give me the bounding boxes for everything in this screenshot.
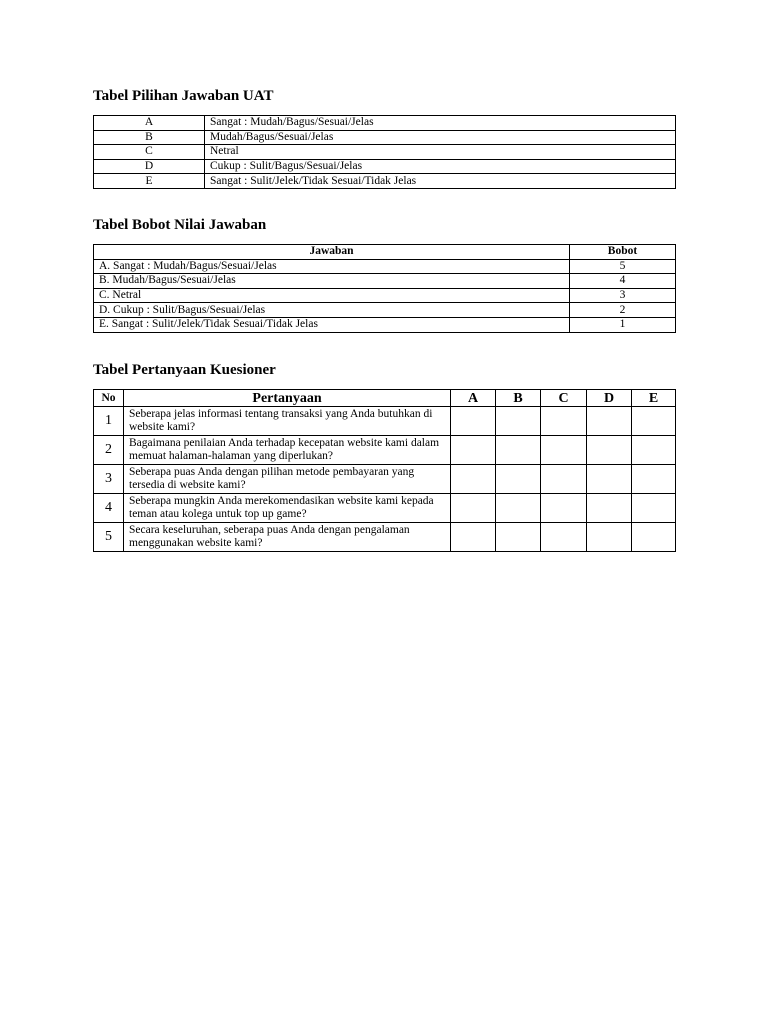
answer-b-cell[interactable] <box>496 436 541 465</box>
answer-a-cell[interactable] <box>451 407 496 436</box>
answer-cell: A. Sangat : Mudah/Bagus/Sesuai/Jelas <box>94 259 570 274</box>
answer-cell: C. Netral <box>94 288 570 303</box>
uat-options-table <box>93 115 676 189</box>
answer-a-cell[interactable] <box>451 436 496 465</box>
table-row <box>94 288 676 303</box>
answer-e-cell[interactable] <box>632 436 676 465</box>
question-column-header: Pertanyaan <box>124 390 451 407</box>
answer-d-cell[interactable] <box>587 436 632 465</box>
answer-a-cell[interactable] <box>451 494 496 523</box>
table-row <box>94 407 676 436</box>
answer-b-cell[interactable] <box>496 494 541 523</box>
option-key: E <box>94 174 205 189</box>
option-text: Cukup : Sulit/Bagus/Sesuai/Jelas <box>205 159 676 174</box>
table-row <box>94 303 676 318</box>
answer-c-cell[interactable] <box>541 494 587 523</box>
no-column-header: No <box>94 390 124 407</box>
weight-cell: 4 <box>570 274 676 289</box>
table-header-row <box>94 390 676 407</box>
answer-c-cell[interactable] <box>541 523 587 552</box>
answer-e-cell[interactable] <box>632 465 676 494</box>
uat-options-title: Tabel Pilihan Jawaban UAT <box>93 88 274 104</box>
answer-cell: D. Cukup : Sulit/Bagus/Sesuai/Jelas <box>94 303 570 318</box>
answer-b-cell[interactable] <box>496 465 541 494</box>
option-b-column-header: B <box>496 390 541 407</box>
table-row <box>94 274 676 289</box>
questionnaire-title: Tabel Pertanyaan Kuesioner <box>93 362 276 378</box>
option-key: C <box>94 145 205 160</box>
table-row <box>94 436 676 465</box>
answer-cell: B. Mudah/Bagus/Sesuai/Jelas <box>94 274 570 289</box>
answer-e-cell[interactable] <box>632 494 676 523</box>
weight-cell: 3 <box>570 288 676 303</box>
question-text: Seberapa mungkin Anda merekomendasikan website kami kepada teman atau kolega untuk top up game? <box>124 494 451 523</box>
question-number: 4 <box>94 494 124 523</box>
answer-d-cell[interactable] <box>587 523 632 552</box>
table-row <box>94 259 676 274</box>
weight-cell: 2 <box>570 303 676 318</box>
weight-table-title: Tabel Bobot Nilai Jawaban <box>93 217 267 233</box>
table-row <box>94 116 676 131</box>
question-text: Secara keseluruhan, seberapa puas Anda dengan pengalaman menggunakan website kami? <box>124 523 451 552</box>
question-number: 3 <box>94 465 124 494</box>
answer-d-cell[interactable] <box>587 407 632 436</box>
option-key: D <box>94 159 205 174</box>
question-text: Seberapa puas Anda dengan pilihan metode pembayaran yang tersedia di website kami? <box>124 465 451 494</box>
weight-column-header: Bobot <box>570 245 676 260</box>
option-text: Sangat : Mudah/Bagus/Sesuai/Jelas <box>205 116 676 131</box>
option-a-column-header: A <box>451 390 496 407</box>
answer-c-cell[interactable] <box>541 436 587 465</box>
question-number: 5 <box>94 523 124 552</box>
answer-a-cell[interactable] <box>451 523 496 552</box>
answer-c-cell[interactable] <box>541 407 587 436</box>
option-text: Mudah/Bagus/Sesuai/Jelas <box>205 130 676 145</box>
answer-b-cell[interactable] <box>496 523 541 552</box>
weight-cell: 5 <box>570 259 676 274</box>
table-row <box>94 523 676 552</box>
option-key: B <box>94 130 205 145</box>
table-row <box>94 317 676 332</box>
questionnaire-table <box>93 389 676 552</box>
answer-e-cell[interactable] <box>632 407 676 436</box>
option-text: Sangat : Sulit/Jelek/Tidak Sesuai/Tidak Jelas <box>205 174 676 189</box>
question-text: Seberapa jelas informasi tentang transaksi yang Anda butuhkan di website kami? <box>124 407 451 436</box>
option-e-column-header: E <box>632 390 676 407</box>
answer-d-cell[interactable] <box>587 494 632 523</box>
table-row <box>94 174 676 189</box>
table-row <box>94 465 676 494</box>
option-c-column-header: C <box>541 390 587 407</box>
answer-b-cell[interactable] <box>496 407 541 436</box>
question-number: 2 <box>94 436 124 465</box>
table-header-row <box>94 245 676 260</box>
question-text: Bagaimana penilaian Anda terhadap kecepatan website kami dalam memuat halaman-halaman yang diperlukan? <box>124 436 451 465</box>
answer-c-cell[interactable] <box>541 465 587 494</box>
answer-column-header: Jawaban <box>94 245 570 260</box>
option-text: Netral <box>205 145 676 160</box>
answer-e-cell[interactable] <box>632 523 676 552</box>
table-row <box>94 145 676 160</box>
answer-a-cell[interactable] <box>451 465 496 494</box>
table-row <box>94 130 676 145</box>
weight-table <box>93 244 676 333</box>
answer-d-cell[interactable] <box>587 465 632 494</box>
table-row <box>94 494 676 523</box>
answer-cell: E. Sangat : Sulit/Jelek/Tidak Sesuai/Tidak Jelas <box>94 317 570 332</box>
option-key: A <box>94 116 205 131</box>
option-d-column-header: D <box>587 390 632 407</box>
weight-cell: 1 <box>570 317 676 332</box>
question-number: 1 <box>94 407 124 436</box>
table-row <box>94 159 676 174</box>
